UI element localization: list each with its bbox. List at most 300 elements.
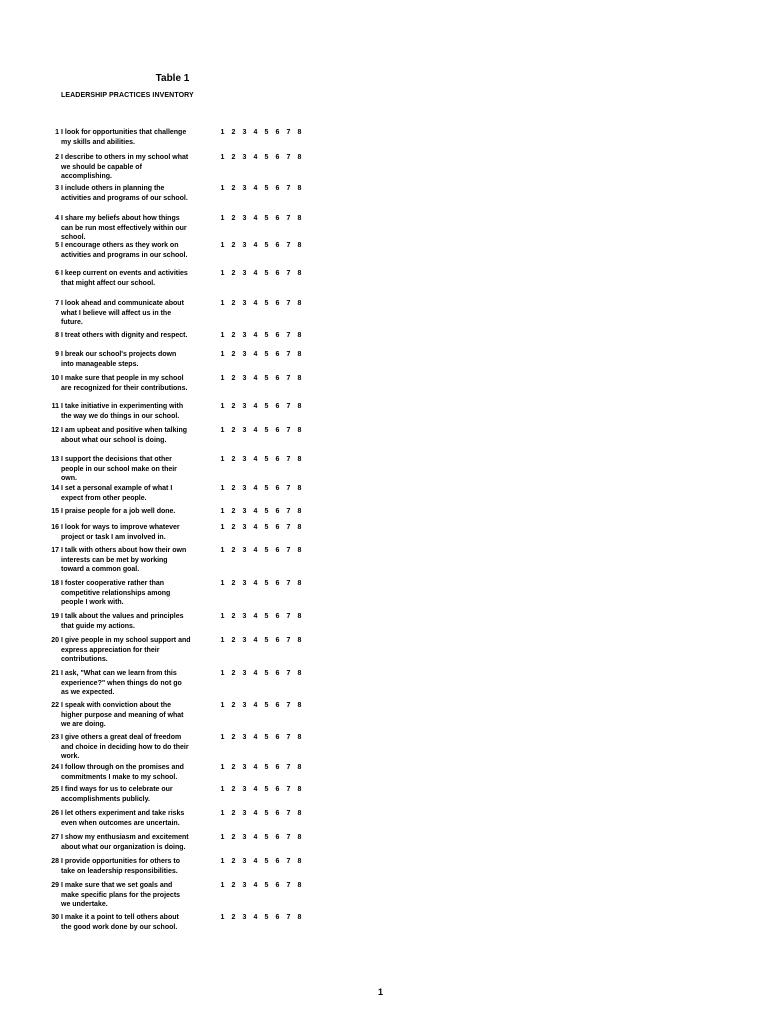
- item-statement: [61, 153, 214, 182]
- rating-option[interactable]: 7: [286, 670, 291, 677]
- rating-option[interactable]: 8: [297, 332, 302, 339]
- rating-option[interactable]: 2: [231, 702, 236, 709]
- rating-option[interactable]: 1: [220, 351, 225, 358]
- rating-option[interactable]: 6: [275, 154, 280, 161]
- rating-option[interactable]: 4: [253, 858, 258, 865]
- rating-option[interactable]: 4: [253, 351, 258, 358]
- rating-scale: [218, 241, 304, 251]
- item-statement: [61, 214, 214, 243]
- rating-option[interactable]: 1: [220, 242, 225, 249]
- rating-option[interactable]: 5: [264, 702, 269, 709]
- rating-option[interactable]: 6: [275, 351, 280, 358]
- rating-option[interactable]: 1: [220, 764, 225, 771]
- rating-option[interactable]: 3: [242, 403, 247, 410]
- rating-option[interactable]: 6: [275, 834, 280, 841]
- rating-scale: [218, 701, 304, 711]
- item-number: 7: [55, 300, 59, 307]
- rating-option[interactable]: 1: [220, 524, 225, 531]
- rating-option[interactable]: 5: [264, 914, 269, 921]
- rating-option[interactable]: 3: [242, 670, 247, 677]
- rating-option[interactable]: 4: [253, 129, 258, 136]
- item-number: 3: [55, 185, 59, 192]
- rating-option[interactable]: 4: [253, 427, 258, 434]
- rating-option[interactable]: 8: [297, 270, 302, 277]
- rating-option[interactable]: 2: [231, 613, 236, 620]
- rating-option[interactable]: 8: [297, 882, 302, 889]
- rating-option[interactable]: 4: [253, 215, 258, 222]
- rating-option[interactable]: 4: [253, 300, 258, 307]
- rating-option[interactable]: 2: [231, 734, 236, 741]
- rating-option[interactable]: 3: [242, 810, 247, 817]
- rating-option[interactable]: 2: [231, 375, 236, 382]
- rating-option[interactable]: 2: [231, 580, 236, 587]
- item-statement-line: I give people in my school support and: [61, 637, 191, 644]
- rating-scale: [218, 809, 304, 819]
- item-number: 27: [51, 834, 59, 841]
- item-number: 13: [51, 456, 59, 463]
- rating-option[interactable]: 3: [242, 270, 247, 277]
- rating-option[interactable]: 3: [242, 914, 247, 921]
- rating-option[interactable]: 5: [264, 332, 269, 339]
- rating-option[interactable]: 5: [264, 637, 269, 644]
- rating-option[interactable]: 4: [253, 786, 258, 793]
- item-statement-line: I break our school's projects down: [61, 351, 177, 358]
- item-statement-line: that guide my actions.: [61, 622, 135, 630]
- item-statement: [61, 701, 214, 730]
- rating-option[interactable]: 6: [275, 185, 280, 192]
- rating-option[interactable]: 1: [220, 914, 225, 921]
- rating-option[interactable]: 1: [220, 637, 225, 644]
- rating-option[interactable]: 2: [231, 882, 236, 889]
- rating-option[interactable]: 7: [286, 403, 291, 410]
- rating-option[interactable]: 3: [242, 764, 247, 771]
- item-number: 5: [55, 242, 59, 249]
- rating-option[interactable]: 1: [220, 375, 225, 382]
- rating-option[interactable]: 3: [242, 485, 247, 492]
- rating-option[interactable]: 5: [264, 375, 269, 382]
- rating-option[interactable]: 6: [275, 580, 280, 587]
- item-number: 21: [51, 670, 59, 677]
- rating-option[interactable]: 7: [286, 375, 291, 382]
- rating-option[interactable]: 5: [264, 810, 269, 817]
- item-statement-line: I treat others with dignity and respect.: [61, 332, 188, 339]
- rating-option[interactable]: 3: [242, 185, 247, 192]
- rating-option[interactable]: 7: [286, 834, 291, 841]
- rating-option[interactable]: 3: [242, 734, 247, 741]
- rating-option[interactable]: 3: [242, 215, 247, 222]
- rating-option[interactable]: 2: [231, 185, 236, 192]
- rating-option[interactable]: 6: [275, 403, 280, 410]
- rating-option[interactable]: 4: [253, 547, 258, 554]
- rating-option[interactable]: 3: [242, 834, 247, 841]
- rating-option[interactable]: 5: [264, 547, 269, 554]
- rating-option[interactable]: 7: [286, 764, 291, 771]
- rating-option[interactable]: 4: [253, 154, 258, 161]
- item-statement-line: I make it a point to tell others about: [61, 914, 179, 921]
- rating-option[interactable]: 7: [286, 914, 291, 921]
- rating-option[interactable]: 1: [220, 613, 225, 620]
- rating-option[interactable]: 3: [242, 858, 247, 865]
- rating-option[interactable]: 7: [286, 351, 291, 358]
- rating-option[interactable]: 8: [297, 524, 302, 531]
- item-statement: [61, 809, 214, 828]
- rating-option[interactable]: 1: [220, 810, 225, 817]
- rating-option[interactable]: 8: [297, 351, 302, 358]
- rating-option[interactable]: 8: [297, 613, 302, 620]
- rating-option[interactable]: 8: [297, 858, 302, 865]
- rating-option[interactable]: 8: [297, 215, 302, 222]
- rating-option[interactable]: 6: [275, 270, 280, 277]
- rating-option[interactable]: 7: [286, 242, 291, 249]
- rating-option[interactable]: 4: [253, 403, 258, 410]
- rating-option[interactable]: 2: [231, 810, 236, 817]
- item-statement-line: I look ahead and communicate about: [61, 300, 184, 307]
- rating-option[interactable]: 6: [275, 508, 280, 515]
- rating-option[interactable]: 2: [231, 834, 236, 841]
- item-number: 18: [51, 580, 59, 587]
- rating-option[interactable]: 8: [297, 734, 302, 741]
- rating-option[interactable]: 2: [231, 215, 236, 222]
- rating-option[interactable]: 1: [220, 547, 225, 554]
- item-number: 12: [51, 427, 59, 434]
- rating-option[interactable]: 5: [264, 129, 269, 136]
- rating-option[interactable]: 7: [286, 508, 291, 515]
- rating-option[interactable]: 1: [220, 580, 225, 587]
- rating-option[interactable]: 7: [286, 270, 291, 277]
- rating-option[interactable]: 5: [264, 270, 269, 277]
- rating-option[interactable]: 7: [286, 427, 291, 434]
- rating-option[interactable]: 1: [220, 403, 225, 410]
- rating-option[interactable]: 8: [297, 300, 302, 307]
- rating-option[interactable]: 4: [253, 637, 258, 644]
- rating-option[interactable]: 6: [275, 547, 280, 554]
- rating-option[interactable]: 2: [231, 670, 236, 677]
- rating-scale: [218, 763, 304, 773]
- rating-option[interactable]: 6: [275, 129, 280, 136]
- rating-option[interactable]: 6: [275, 613, 280, 620]
- rating-option[interactable]: 8: [297, 154, 302, 161]
- rating-option[interactable]: 1: [220, 185, 225, 192]
- rating-scale: [218, 636, 304, 646]
- rating-option[interactable]: 4: [253, 508, 258, 515]
- rating-scale: [218, 350, 304, 360]
- rating-option[interactable]: 8: [297, 637, 302, 644]
- rating-option[interactable]: 5: [264, 670, 269, 677]
- rating-option[interactable]: 8: [297, 764, 302, 771]
- item-statement: [61, 374, 214, 393]
- rating-option[interactable]: 7: [286, 702, 291, 709]
- rating-option[interactable]: 3: [242, 882, 247, 889]
- rating-option[interactable]: 2: [231, 403, 236, 410]
- rating-option[interactable]: 6: [275, 734, 280, 741]
- rating-option[interactable]: 6: [275, 485, 280, 492]
- rating-option[interactable]: 3: [242, 154, 247, 161]
- rating-option[interactable]: 7: [286, 882, 291, 889]
- rating-option[interactable]: 7: [286, 154, 291, 161]
- rating-option[interactable]: 5: [264, 300, 269, 307]
- rating-option[interactable]: 7: [286, 129, 291, 136]
- item-statement-line: contributions.: [61, 656, 108, 664]
- rating-option[interactable]: 1: [220, 734, 225, 741]
- rating-option[interactable]: 5: [264, 508, 269, 515]
- rating-option[interactable]: 6: [275, 786, 280, 793]
- item-number: 6: [55, 270, 59, 277]
- rating-option[interactable]: 7: [286, 215, 291, 222]
- rating-option[interactable]: 4: [253, 485, 258, 492]
- item-statement-line: I support the decisions that other: [61, 456, 172, 463]
- rating-option[interactable]: 8: [297, 702, 302, 709]
- rating-option[interactable]: 8: [297, 403, 302, 410]
- rating-option[interactable]: 2: [231, 858, 236, 865]
- rating-option[interactable]: 7: [286, 637, 291, 644]
- rating-option[interactable]: 2: [231, 914, 236, 921]
- rating-option[interactable]: 4: [253, 764, 258, 771]
- rating-option[interactable]: 5: [264, 185, 269, 192]
- item-number: 9: [55, 351, 59, 358]
- rating-option[interactable]: 8: [297, 914, 302, 921]
- rating-option[interactable]: 7: [286, 786, 291, 793]
- rating-option[interactable]: 2: [231, 427, 236, 434]
- item-statement: [61, 269, 214, 288]
- rating-option[interactable]: 6: [275, 882, 280, 889]
- rating-option[interactable]: 5: [264, 485, 269, 492]
- rating-option[interactable]: 3: [242, 702, 247, 709]
- rating-option[interactable]: 3: [242, 508, 247, 515]
- rating-option[interactable]: 4: [253, 375, 258, 382]
- rating-option[interactable]: 4: [253, 332, 258, 339]
- rating-option[interactable]: 6: [275, 375, 280, 382]
- item-statement-line: I foster cooperative rather than: [61, 580, 165, 587]
- rating-option[interactable]: 1: [220, 485, 225, 492]
- rating-option[interactable]: 5: [264, 427, 269, 434]
- rating-option[interactable]: 4: [253, 270, 258, 277]
- rating-option[interactable]: 4: [253, 882, 258, 889]
- item-statement-line: commitments I make to my school.: [61, 773, 178, 781]
- item-statement: [61, 241, 214, 260]
- rating-option[interactable]: 7: [286, 332, 291, 339]
- rating-option[interactable]: 6: [275, 242, 280, 249]
- rating-option[interactable]: 2: [231, 456, 236, 463]
- rating-option[interactable]: 6: [275, 914, 280, 921]
- rating-option[interactable]: 1: [220, 456, 225, 463]
- rating-option[interactable]: 2: [231, 242, 236, 249]
- rating-option[interactable]: 3: [242, 427, 247, 434]
- rating-option[interactable]: 5: [264, 524, 269, 531]
- rating-option[interactable]: 2: [231, 154, 236, 161]
- rating-option[interactable]: 3: [242, 129, 247, 136]
- item-statement-line: I find ways for us to celebrate our: [61, 786, 173, 793]
- rating-option[interactable]: 2: [231, 637, 236, 644]
- item-statement-line: project or task I am involved in.: [61, 533, 166, 541]
- rating-option[interactable]: 5: [264, 351, 269, 358]
- rating-option[interactable]: 1: [220, 882, 225, 889]
- item-statement-line: expect from other people.: [61, 494, 147, 502]
- rating-option[interactable]: 3: [242, 332, 247, 339]
- rating-option[interactable]: 1: [220, 427, 225, 434]
- rating-option[interactable]: 8: [297, 485, 302, 492]
- rating-option[interactable]: 8: [297, 670, 302, 677]
- rating-option[interactable]: 6: [275, 300, 280, 307]
- rating-option[interactable]: 5: [264, 154, 269, 161]
- rating-option[interactable]: 6: [275, 670, 280, 677]
- rating-option[interactable]: 4: [253, 914, 258, 921]
- rating-option[interactable]: 3: [242, 456, 247, 463]
- rating-option[interactable]: 7: [286, 300, 291, 307]
- item-statement-line: I set a personal example of what I: [61, 485, 173, 492]
- rating-option[interactable]: 8: [297, 834, 302, 841]
- rating-option[interactable]: 3: [242, 580, 247, 587]
- rating-option[interactable]: 6: [275, 332, 280, 339]
- rating-option[interactable]: 1: [220, 215, 225, 222]
- rating-option[interactable]: 6: [275, 810, 280, 817]
- rating-option[interactable]: 7: [286, 547, 291, 554]
- rating-option[interactable]: 3: [242, 351, 247, 358]
- item-number: 15: [51, 508, 59, 515]
- item-statement-line: I speak with conviction about the: [61, 702, 172, 709]
- item-statement: [61, 857, 214, 876]
- item-statement: [61, 763, 214, 782]
- rating-option[interactable]: 8: [297, 242, 302, 249]
- rating-option[interactable]: 8: [297, 456, 302, 463]
- rating-option[interactable]: 7: [286, 580, 291, 587]
- rating-option[interactable]: 8: [297, 580, 302, 587]
- rating-option[interactable]: 4: [253, 613, 258, 620]
- rating-option[interactable]: 3: [242, 637, 247, 644]
- rating-option[interactable]: 4: [253, 734, 258, 741]
- rating-option[interactable]: 8: [297, 508, 302, 515]
- rating-option[interactable]: 1: [220, 300, 225, 307]
- item-number: 14: [51, 485, 59, 492]
- rating-option[interactable]: 2: [231, 524, 236, 531]
- rating-option[interactable]: 2: [231, 485, 236, 492]
- item-statement-line: I talk with others about how their own: [61, 547, 187, 554]
- rating-scale: [218, 331, 304, 341]
- rating-option[interactable]: 5: [264, 882, 269, 889]
- rating-option[interactable]: 5: [264, 215, 269, 222]
- rating-option[interactable]: 5: [264, 858, 269, 865]
- rating-option[interactable]: 5: [264, 403, 269, 410]
- rating-option[interactable]: 1: [220, 270, 225, 277]
- item-statement-line: accomplishments publicly.: [61, 795, 150, 803]
- rating-option[interactable]: 6: [275, 764, 280, 771]
- rating-option[interactable]: 7: [286, 524, 291, 531]
- rating-option[interactable]: 2: [231, 547, 236, 554]
- item-statement-line: about what our organization is doing.: [61, 843, 186, 851]
- rating-option[interactable]: 3: [242, 242, 247, 249]
- rating-option[interactable]: 3: [242, 300, 247, 307]
- rating-option[interactable]: 2: [231, 129, 236, 136]
- item-statement-line: I show my enthusiasm and excitement: [61, 834, 189, 841]
- rating-option[interactable]: 4: [253, 702, 258, 709]
- item-number: 2: [55, 154, 59, 161]
- rating-option[interactable]: 3: [242, 786, 247, 793]
- rating-option[interactable]: 2: [231, 764, 236, 771]
- rating-option[interactable]: 5: [264, 242, 269, 249]
- rating-scale: [218, 833, 304, 843]
- item-statement-line: the good work done by our school.: [61, 923, 178, 931]
- rating-option[interactable]: 1: [220, 129, 225, 136]
- rating-option[interactable]: 1: [220, 702, 225, 709]
- item-statement: [61, 299, 214, 328]
- rating-option[interactable]: 2: [231, 300, 236, 307]
- rating-option[interactable]: 5: [264, 613, 269, 620]
- rating-option[interactable]: 4: [253, 810, 258, 817]
- item-statement: [61, 455, 214, 484]
- rating-option[interactable]: 7: [286, 185, 291, 192]
- rating-option[interactable]: 6: [275, 456, 280, 463]
- rating-option[interactable]: 1: [220, 154, 225, 161]
- rating-option[interactable]: 4: [253, 834, 258, 841]
- rating-option[interactable]: 6: [275, 858, 280, 865]
- rating-option[interactable]: 4: [253, 670, 258, 677]
- rating-option[interactable]: 4: [253, 524, 258, 531]
- rating-option[interactable]: 8: [297, 810, 302, 817]
- item-statement-line: take on leadership responsibilities.: [61, 867, 178, 875]
- rating-option[interactable]: 8: [297, 129, 302, 136]
- rating-option[interactable]: 7: [286, 810, 291, 817]
- rating-option[interactable]: 7: [286, 613, 291, 620]
- rating-option[interactable]: 7: [286, 456, 291, 463]
- rating-option[interactable]: 1: [220, 834, 225, 841]
- rating-option[interactable]: 6: [275, 215, 280, 222]
- rating-option[interactable]: 1: [220, 670, 225, 677]
- rating-option[interactable]: 8: [297, 375, 302, 382]
- rating-scale: [218, 857, 304, 867]
- item-number: 11: [51, 403, 59, 410]
- rating-option[interactable]: 4: [253, 242, 258, 249]
- rating-scale: [218, 669, 304, 679]
- rating-option[interactable]: 3: [242, 524, 247, 531]
- rating-option[interactable]: 5: [264, 734, 269, 741]
- item-statement: [61, 546, 214, 575]
- rating-option[interactable]: 6: [275, 637, 280, 644]
- rating-option[interactable]: 2: [231, 786, 236, 793]
- rating-option[interactable]: 4: [253, 456, 258, 463]
- rating-option[interactable]: 7: [286, 734, 291, 741]
- rating-scale: [218, 785, 304, 795]
- rating-option[interactable]: 5: [264, 456, 269, 463]
- rating-option[interactable]: 8: [297, 427, 302, 434]
- rating-option[interactable]: 5: [264, 580, 269, 587]
- rating-option[interactable]: 6: [275, 702, 280, 709]
- rating-option[interactable]: 6: [275, 524, 280, 531]
- item-statement: [61, 833, 214, 852]
- rating-option[interactable]: 3: [242, 375, 247, 382]
- rating-option[interactable]: 3: [242, 547, 247, 554]
- rating-option[interactable]: 6: [275, 427, 280, 434]
- rating-option[interactable]: 4: [253, 185, 258, 192]
- rating-option[interactable]: 8: [297, 786, 302, 793]
- rating-option[interactable]: 1: [220, 786, 225, 793]
- rating-option[interactable]: 2: [231, 270, 236, 277]
- rating-option[interactable]: 8: [297, 547, 302, 554]
- rating-option[interactable]: 5: [264, 764, 269, 771]
- item-statement-line: toward a common goal.: [61, 566, 140, 574]
- rating-option[interactable]: 2: [231, 508, 236, 515]
- rating-option[interactable]: 3: [242, 613, 247, 620]
- rating-option[interactable]: 5: [264, 786, 269, 793]
- rating-option[interactable]: 1: [220, 508, 225, 515]
- rating-option[interactable]: 4: [253, 580, 258, 587]
- rating-option[interactable]: 2: [231, 332, 236, 339]
- rating-option[interactable]: 2: [231, 351, 236, 358]
- rating-option[interactable]: 5: [264, 834, 269, 841]
- rating-option[interactable]: 8: [297, 185, 302, 192]
- rating-option[interactable]: 1: [220, 332, 225, 339]
- rating-option[interactable]: 7: [286, 858, 291, 865]
- rating-option[interactable]: 7: [286, 485, 291, 492]
- rating-option[interactable]: 1: [220, 858, 225, 865]
